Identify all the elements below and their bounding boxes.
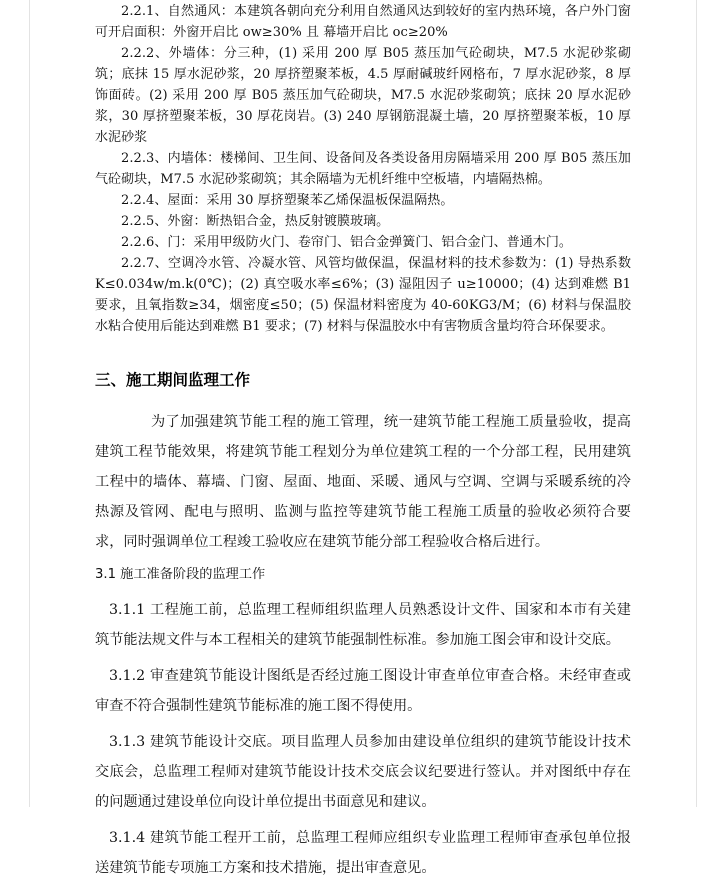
paragraph-pipe-insulation: 2.2.7、空调冷水管、冷凝水管、风管均做保温，保温材料的技术参数为：(1) 导热系数 K≤0.034w/m.k(0℃)；(2) 真空吸水率≤6%；(3) 湿阻因子 u≥10000；(4) 达到难燃 B1 要求，且氧指数≥34，烟密度≤50；(5) 保温材料密度为 40-60KG3/M；(6) 材料与保温胶水粘合使用后能达到难燃 B1 要求；(7) 材料与保温胶水中有害物质含量均符合环保要求。 — [95, 256, 631, 334]
item-paragraph-3-1-2: 3.1.2 审查建筑节能设计图纸是否经过施工图设计审查单位审查合格。未经审查或审查不符合强制性建筑节能标准的施工图不得使用。 — [95, 668, 631, 714]
page-margin-line-left — [29, 0, 30, 807]
item-paragraph-3-1-4: 3.1.4 建筑节能工程开工前，总监理工程师应组织专业监理工程师审查承包单位报送建筑节能专项施工方案和技术措施，提出审查意见。 — [95, 830, 631, 876]
page-margin-line-right — [696, 0, 697, 807]
paragraph-exterior-wall: 2.2.2、外墙体：分三种，(1) 采用 200 厚 B05 蒸压加气砼砌块，M7.5 水泥砂浆砌筑；底抹 15 厚水泥砂浆，20 厚挤塑聚苯板，4.5 厚耐碱玻纤网格布，7 厚水泥砂浆，8 厚饰面砖。(2) 采用 200 厚 B05 蒸压加气砼砌块，M7.5 水泥砂浆砌筑；底抹 20 厚水泥砂浆，30 厚挤塑聚苯板，30 厚花岗岩。(3) 240 厚钢筋混凝土墙，20 厚挤塑聚苯板，10 厚水泥砂浆 — [95, 46, 631, 145]
subsection-heading: 3.1 施工准备阶段的监理工作 — [95, 567, 266, 582]
paragraph-natural-ventilation: 2.2.1、自然通风：本建筑各朝向充分利用自然通风达到较好的室内热环境，各户外门窗可开启面积：外窗开启比 ow≥30% 且 幕墙开启比 oc≥20% — [95, 4, 631, 40]
paragraph-doors: 2.2.6、门：采用甲级防火门、卷帘门、铝合金弹簧门、铝合金门、普通木门。 — [121, 235, 572, 250]
section-intro-paragraph: 为了加强建筑节能工程的施工管理，统一建筑节能工程施工质量验收，提高建筑工程节能效果，将建筑节能工程划分为单位建筑工程的一个分部工程，民用建筑工程中的墙体、幕墙、门窗、屋面、地面、采暖、通风与空调、空调与采暖系统的冷热源及管网、配电与照明、监测与监控等建筑节能工程施工质量的验收必须符合要求，同时强调单位工程竣工验收应在建筑节能分部工程验收合格后进行。 — [95, 414, 631, 550]
document-body — [95, 0, 631, 883]
paragraph-roof: 2.2.4、屋面：采用 30 厚挤塑聚苯乙烯保温板保温隔热。 — [121, 193, 454, 208]
item-paragraph-3-1-3: 3.1.3 建筑节能设计交底。项目监理人员参加由建设单位组织的建筑节能设计技术交底会，总监理工程师对建筑节能设计技术交底会议纪要进行签认。并对图纸中存在的问题通过建设单位向设计单位提出书面意见和建议。 — [95, 734, 631, 810]
item-paragraph-3-1-1: 3.1.1 工程施工前，总监理工程师组织监理人员熟悉设计文件、国家和本市有关建筑节能法规文件与本工程相关的建筑节能强制性标准。参加施工图会审和设计交底。 — [95, 602, 631, 648]
paragraph-interior-wall: 2.2.3、内墙体：楼梯间、卫生间、设备间及各类设备用房隔墙采用 200 厚 B05 蒸压加气砼砌块，M7.5 水泥砂浆砌筑；其余隔墙为无机纤维中空板墙，内墙隔热棉。 — [95, 151, 631, 187]
section-heading: 三、施工期间监理工作 — [95, 371, 251, 389]
paragraph-exterior-window: 2.2.5、外窗：断热铝合金，热反射镀膜玻璃。 — [121, 214, 390, 229]
